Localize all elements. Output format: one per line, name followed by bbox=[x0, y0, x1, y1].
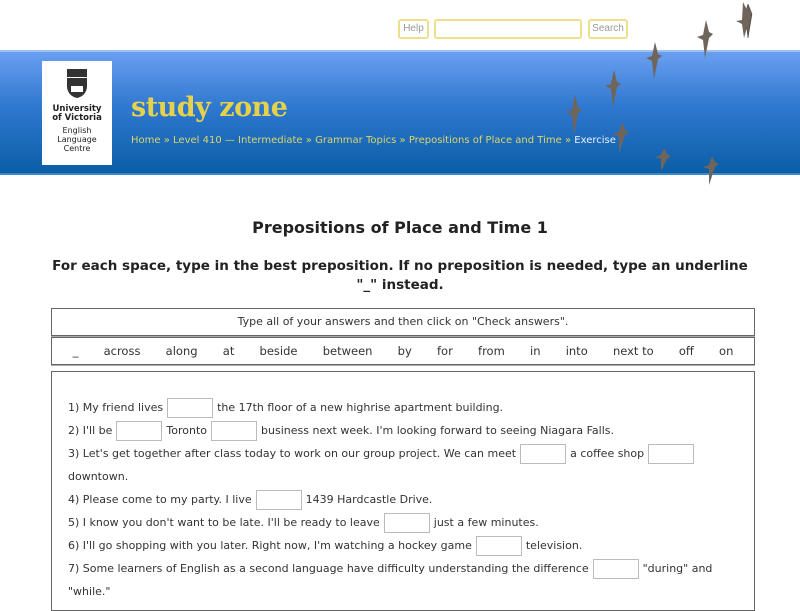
question-text: downtown. bbox=[68, 470, 129, 483]
question-text: Toronto bbox=[166, 424, 208, 437]
question-text: 6) I'll go shopping with you later. Right now, I'm watching a hockey game bbox=[68, 539, 472, 552]
question-text: television. bbox=[525, 539, 583, 552]
breadcrumb-sep: » bbox=[564, 135, 572, 146]
site-title: study zone bbox=[131, 92, 288, 123]
question-6 bbox=[68, 534, 738, 557]
answer-input[interactable] bbox=[167, 398, 213, 418]
questions-panel bbox=[51, 371, 755, 611]
logo-text: Language bbox=[57, 135, 97, 144]
word-bank-item: on bbox=[719, 344, 734, 358]
question-text: just a few minutes. bbox=[433, 516, 539, 529]
answer-note: Type all of your answers and then click on "Check answers". bbox=[51, 308, 755, 336]
word-bank-item: _ bbox=[72, 344, 79, 358]
breadcrumb-current: Exercise bbox=[574, 135, 616, 146]
word-bank-item: from bbox=[478, 344, 505, 358]
breadcrumb-sep: » bbox=[399, 135, 406, 146]
question-text: 2) I'll be bbox=[68, 424, 113, 437]
word-bank bbox=[51, 337, 755, 365]
question-text: 1439 Hardcastle Drive. bbox=[305, 493, 433, 506]
breadcrumb-home[interactable]: Home bbox=[131, 135, 161, 146]
word-bank-item: across bbox=[103, 344, 141, 358]
breadcrumb-sep: » bbox=[305, 135, 312, 146]
word-bank-item: off bbox=[678, 344, 694, 358]
question-text: 4) Please come to my party. I live bbox=[68, 493, 252, 506]
word-bank-item: along bbox=[165, 344, 198, 358]
geese-decoration-icon bbox=[0, 0, 800, 190]
breadcrumb-sep: » bbox=[163, 135, 170, 146]
answer-input[interactable] bbox=[116, 421, 162, 441]
word-bank-item: by bbox=[397, 344, 412, 358]
question-text: 1) My friend lives bbox=[68, 401, 164, 414]
logo-text: English bbox=[62, 126, 92, 135]
answer-input[interactable] bbox=[256, 490, 302, 510]
breadcrumb-level[interactable]: Level 410 — Intermediate bbox=[173, 135, 303, 146]
help-button[interactable]: Help bbox=[398, 19, 429, 39]
question-text: 3) Let's get together after class today to work on our group project. We can meet bbox=[68, 447, 517, 460]
answer-input[interactable] bbox=[593, 559, 639, 579]
word-bank-item: at bbox=[222, 344, 235, 358]
word-bank-item: beside bbox=[259, 344, 298, 358]
answer-input[interactable] bbox=[520, 444, 566, 464]
question-1 bbox=[68, 396, 738, 419]
instructions: For each space, type in the best preposition. If no preposition is needed, type an underline "_" instead. bbox=[52, 258, 748, 293]
question-text: 7) Some learners of English as a second language have difficulty understanding the difference bbox=[68, 562, 589, 575]
logo-text: of Victoria bbox=[52, 113, 102, 123]
question-text: the 17th floor of a new highrise apartment building. bbox=[217, 401, 504, 414]
question-text: "during" and "while." bbox=[68, 562, 713, 598]
answer-input[interactable] bbox=[384, 513, 430, 533]
word-bank-item: for bbox=[436, 344, 453, 358]
question-text: a coffee shop bbox=[570, 447, 645, 460]
question-7 bbox=[68, 557, 738, 603]
breadcrumb-topic[interactable]: Prepositions of Place and Time bbox=[408, 135, 562, 146]
question-3 bbox=[68, 442, 738, 488]
logo-text: Centre bbox=[63, 144, 91, 153]
question-5 bbox=[68, 511, 738, 534]
word-bank-item: between bbox=[322, 344, 373, 358]
question-4 bbox=[68, 488, 738, 511]
question-text: 5) I know you don't want to be late. I'll be ready to leave bbox=[68, 516, 380, 529]
breadcrumb-grammar[interactable]: Grammar Topics bbox=[315, 135, 397, 146]
answer-input[interactable] bbox=[211, 421, 257, 441]
answer-input[interactable] bbox=[648, 444, 694, 464]
question-text: business next week. I'm looking forward to seeing Niagara Falls. bbox=[261, 424, 614, 437]
search-button[interactable]: Search bbox=[588, 19, 628, 39]
answer-input[interactable] bbox=[476, 536, 522, 556]
question-2 bbox=[68, 419, 738, 442]
exercise-title: Prepositions of Place and Time 1 bbox=[252, 218, 548, 237]
word-bank-item: next to bbox=[612, 344, 654, 358]
word-bank-item: into bbox=[565, 344, 588, 358]
logo-text: University bbox=[52, 104, 102, 114]
word-bank-item: in bbox=[530, 344, 541, 358]
